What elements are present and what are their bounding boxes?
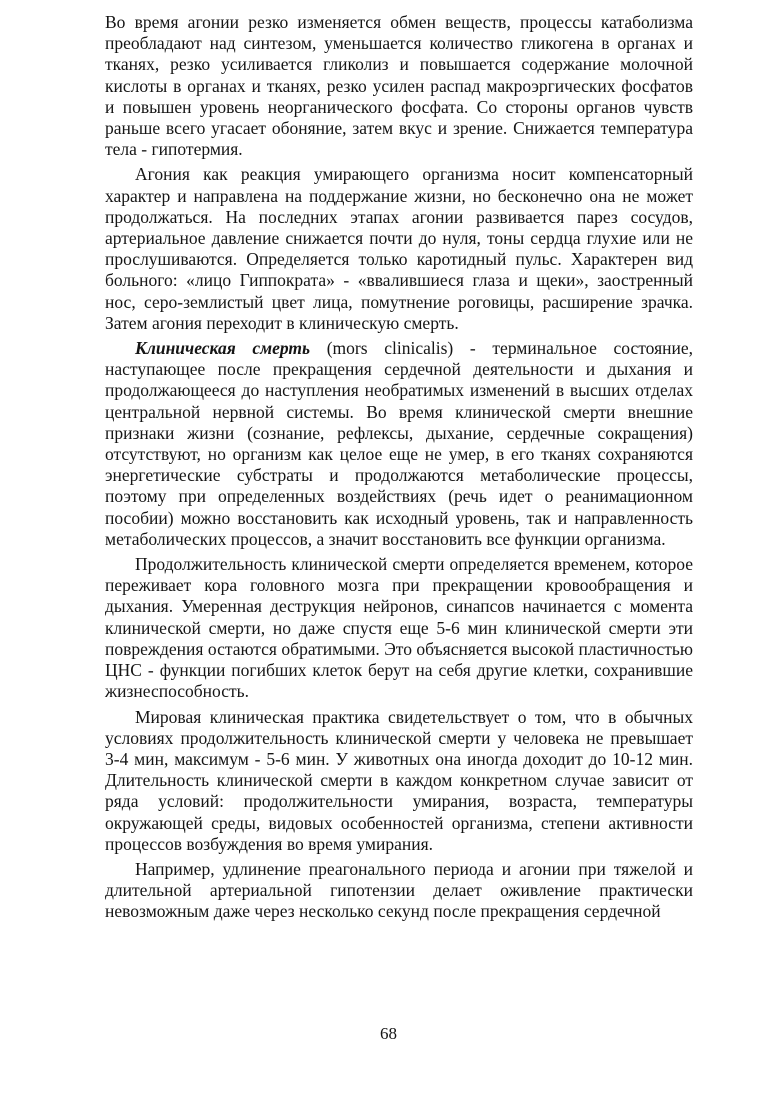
clinical-death-definition-text: (mors clinicalis) - терминальное состояние, наступающее после прекращения сердечной деятельности и дыхания и продолжающееся до наступления необратимых изменений в высших отделах центральной нервной системы. Во время клинической смерти внешние признаки жизни (сознание, рефлексы, дыхание, сердечные сокращения) отсутствуют, но организм как целое еще не умер, в его тканях сохраняются энергетические субстраты и продолжаются метаболические процессы, поэтому при определенных воздействиях (речь идет о реанимационном пособии) можно восстановить как исходный уровень, так и направленность метаболических процессов, а значит восстановить все функции организма. [105, 338, 693, 549]
paragraph-example: Например, удлинение преагонального периода и агонии при тяжелой и длительной артериальной гипотензии делает оживление практически невозможным даже через несколько секунд после прекращения сердечной [105, 858, 693, 922]
paragraph-clinical-death-definition [105, 338, 693, 550]
paragraph-agony-compensatory: Агония как реакция умирающего организма носит компенсаторный характер и направлена на поддержание жизни, но бесконечно она не может продолжаться. На последних этапах агонии развивается парез сосудов, артериальное давление снижается почти до нуля, тоны сердца глухие или не прослушиваются. Определяется только каротидный пульс. Характерен вид больного: «лицо Гиппократа» - «ввалившиеся глаза и щеки», заостренный нос, серо-землистый цвет лица, помутнение роговицы, расширение зрачка. Затем агония переходит в клиническую смерть. [105, 164, 693, 333]
page-number: 68 [380, 1024, 397, 1043]
clinical-death-term: Клиническая смерть [135, 338, 311, 359]
paragraph-world-practice: Мировая клиническая практика свидетельствует о том, что в обычных условиях продолжительность клинической смерти у человека не превышает 3-4 мин, максимум - 5-6 мин. У животных она иногда доходит до 10-12 мин. Длительность клинической смерти в каждом конкретном случае зависит от ряда условий: продолжительности умирания, возраста, температуры окружающей среды, видовых особенностей организма, степени активности процессов возбуждения во время умирания. [105, 706, 693, 854]
paragraph-clinical-death-duration: Продолжительность клинической смерти определяется временем, которое переживает кора головного мозга при прекращении кровообращения и дыхания. Умеренная деструкция нейронов, синапсов начинается с момента клинической смерти, но даже спустя еще 5-6 мин клинической смерти эти повреждения остаются обратимыми. Это объясняется высокой пластичностью ЦНС - функции погибших клеток берут на себя другие клетки, сохранившие жизнеспособность. [105, 554, 693, 702]
page-text-body [105, 12, 693, 927]
paragraph-agony-metabolism: Во время агонии резко изменяется обмен веществ, процессы катаболизма преобладают над синтезом, уменьшается количество гликогена в органах и тканях, резко усиливается гликолиз и повышается содержание молочной кислоты в органах и тканях, резко усилен распад макроэргических фосфатов и повышен уровень неорганического фосфата. Со стороны органов чувств раньше всего угасает обоняние, затем вкус и зрение. Снижается температура тела - гипотермия. [105, 12, 693, 160]
